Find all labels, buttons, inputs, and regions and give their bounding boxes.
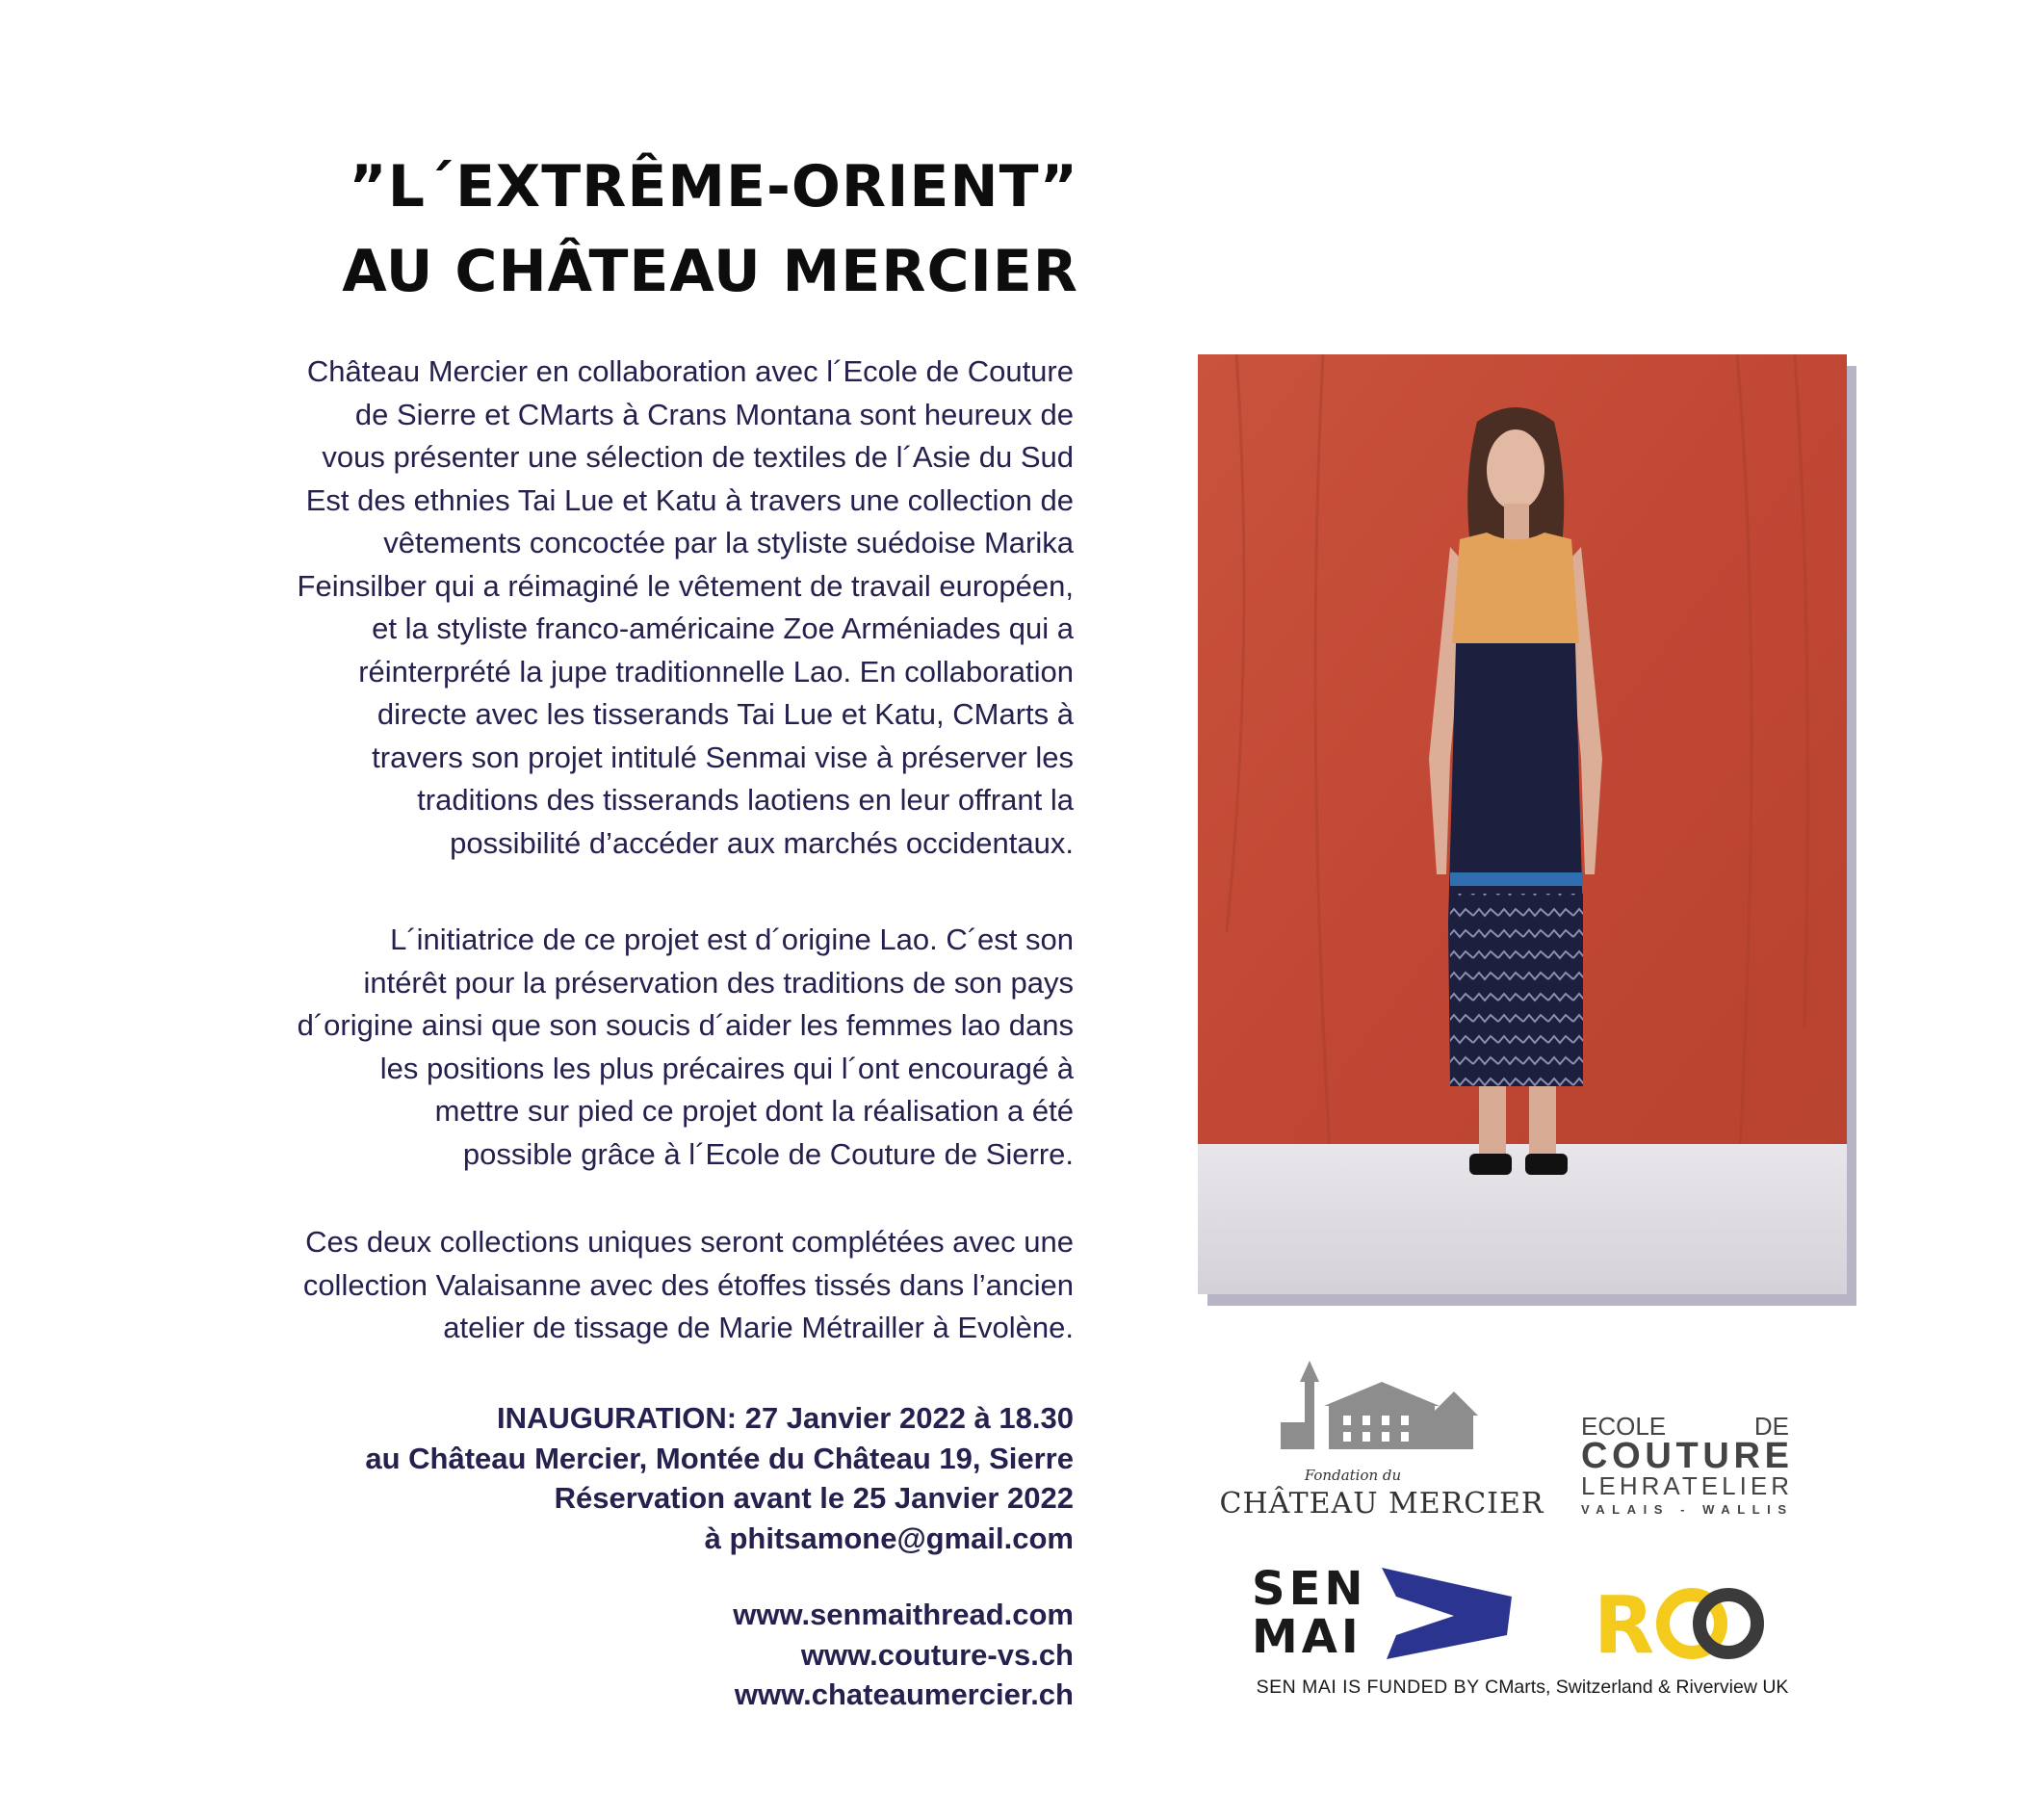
- text-line: Ces deux collections uniques seront complétées avec une: [305, 1225, 1074, 1259]
- link-senmaithread[interactable]: www.senmaithread.com: [733, 1598, 1074, 1631]
- text-line: vous présenter une sélection de textiles de l´Asie du Sud: [322, 440, 1074, 474]
- page-title: [144, 144, 1078, 314]
- logo-roo-r: R: [1594, 1580, 1655, 1664]
- logo-couture-de: DE: [1753, 1412, 1789, 1441]
- website-links: [135, 1595, 1074, 1715]
- link-chateaumercier[interactable]: www.chateaumercier.ch: [734, 1677, 1074, 1711]
- logo-couture-lehratelier: LEHRATELIER: [1581, 1471, 1789, 1500]
- text-line: et la styliste franco-américaine Zoe Arméniades qui a: [372, 611, 1074, 645]
- text-line: vêtements concoctée par la styliste suédoise Marika: [383, 526, 1074, 559]
- event-location: au Château Mercier, Montée du Château 19, Sierre: [365, 1441, 1074, 1475]
- logo-couture-main: COUTURE: [1581, 1436, 1789, 1476]
- title-line-1: ”L´EXTRÊME-ORIENT”: [349, 153, 1078, 221]
- reservation-email[interactable]: à phitsamone@gmail.com: [704, 1521, 1074, 1555]
- senmai-chevron-icon: [1382, 1568, 1512, 1659]
- link-couture[interactable]: www.couture-vs.ch: [800, 1637, 1074, 1672]
- text-line: d´origine ainsi que son soucis d´aider les femmes lao dans: [297, 1008, 1074, 1042]
- paragraph-collections: [135, 1221, 1074, 1350]
- text-line: possibilité d’accéder aux marchés occidentaux.: [450, 825, 1074, 860]
- funding-rest: CMarts, Switzerland & Riverview UK: [1479, 1677, 1789, 1698]
- text-line: de Sierre et CMarts à Crans Montana sont heureux de: [354, 397, 1074, 431]
- ecole-couture-logo: [1579, 1408, 1791, 1523]
- text-line: mettre sur pied ce projet dont la réalisation a été: [434, 1094, 1074, 1128]
- funding-note: [1190, 1677, 1855, 1699]
- text-line: intérêt pour la préservation des traditions de son pays: [363, 965, 1074, 1000]
- reservation-deadline: Réservation avant le 25 Janvier 2022: [554, 1481, 1074, 1515]
- event-details: [135, 1398, 1074, 1558]
- castle-illustration-icon: [1281, 1361, 1478, 1449]
- paragraph-intro: [135, 351, 1074, 865]
- model-photo: [1198, 354, 1847, 1294]
- logo-couture-region: VALAIS - WALLIS: [1581, 1502, 1789, 1517]
- logo-senmai-line2: MAI: [1252, 1610, 1362, 1664]
- title-line-2: AU CHÂTEAU MERCIER: [342, 238, 1078, 305]
- text-line: collection Valaisanne avec des étoffes tissés dans l’ancien: [302, 1267, 1074, 1302]
- logo-senmai-line1: SEN: [1252, 1562, 1367, 1616]
- logo-couture-ecole: ECOLE: [1581, 1412, 1667, 1441]
- text-line: traditions des tisserands laotiens en leur offrant la: [417, 783, 1074, 817]
- riverview-roo-logo: [1594, 1577, 1767, 1664]
- chateau-mercier-logo: [1213, 1353, 1550, 1526]
- text-line: directe avec les tisserands Tai Lue et Katu, CMarts à: [376, 697, 1074, 731]
- text-line: possible grâce à l´Ecole de Couture de Sierre.: [462, 1136, 1074, 1171]
- text-line: travers son projet intitulé Senmai vise à préserver les: [372, 740, 1074, 774]
- sen-mai-logo: [1252, 1558, 1541, 1669]
- text-line: L´initiatrice de ce projet est d´origine Lao. C´est son: [390, 923, 1074, 956]
- paragraph-initiator: [135, 919, 1074, 1176]
- roo-ring-grey-icon: [1700, 1595, 1757, 1652]
- logo-chateau-line1: Fondation du: [1304, 1467, 1402, 1484]
- inauguration-date: INAUGURATION: 27 Janvier 2022 à 18.30: [496, 1401, 1074, 1435]
- text-line: atelier de tissage de Marie Métrailler à Evolène.: [443, 1311, 1074, 1344]
- text-line: réinterprété la jupe traditionnelle Lao. En collaboration: [358, 654, 1074, 689]
- model-photo-image: [1198, 354, 1847, 1294]
- logo-chateau-line2: CHÂTEAU MERCIER: [1219, 1487, 1544, 1521]
- text-line: Est des ethnies Tai Lue et Katu à travers une collection de: [305, 482, 1074, 517]
- text-line: Château Mercier en collaboration avec l´Ecole de Couture: [306, 354, 1074, 388]
- funding-caps: SEN MAI IS FUNDED BY: [1256, 1677, 1480, 1698]
- text-line: les positions les plus précaires qui l´ont encouragé à: [379, 1051, 1074, 1085]
- text-line: Feinsilber qui a réimaginé le vêtement de travail européen,: [297, 568, 1074, 603]
